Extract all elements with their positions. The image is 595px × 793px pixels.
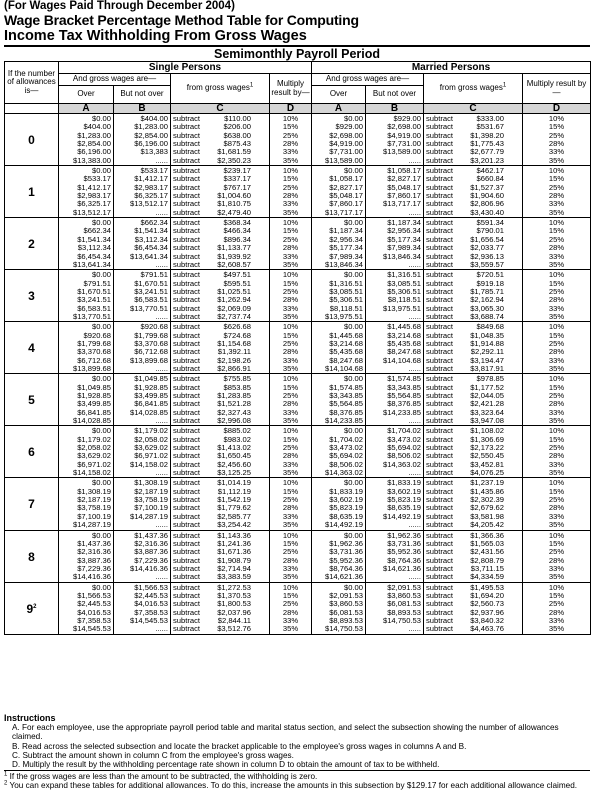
instruction-step-b: B. Read across the selected subsection and locate the bracket applicable to the employee's gross wages in columns A and B.	[12, 741, 467, 751]
single-rate-values: 10% 15% 25% 28% 33% 35%	[270, 270, 312, 322]
married-subtract-values: subtract $1,495.53 subtract $1,694.20 subtract $2,560.73 subtract $2,937.96 subtract $3,840.32 subtract $4,463.76	[424, 582, 523, 634]
col-letter-d: D	[270, 104, 312, 114]
instruction-step-a: A. For each employee, use the appropriate payroll period table and marital status section, and select the subsection showing the number of allowances claimed.	[12, 723, 559, 742]
allowance-block-row	[5, 270, 591, 322]
married-subtract-values: subtract $333.00 subtract $531.67 subtract $1,398.20 subtract $1,775.43 subtract $2,677.79 subtract $3,201.23	[424, 114, 523, 166]
single-over-values: $0.00 $1,566.53 $2,445.53 $4,016.53 $7,358.53 $14,545.53	[59, 582, 114, 634]
period-note: (For Wages Paid Through December 2004)	[4, 0, 235, 12]
married-over-header: Over	[312, 86, 366, 104]
single-not-over-values: $1,179.02 $2,058.02 $3,629.02 $6,971.02 $14,158.02 ......	[114, 426, 171, 478]
single-not-over-values: $1,566.53 $2,445.53 $4,016.53 $7,358.53 $14,545.53 ......	[114, 582, 171, 634]
col-letter-b: B	[114, 104, 171, 114]
married-rate-values: 10% 15% 25% 28% 33% 35%	[523, 582, 591, 634]
married-over-values: $0.00 $1,187.34 $2,956.34 $5,177.34 $7,989.34 $13,846.34	[312, 218, 366, 270]
married-subtract-values: subtract $591.34 subtract $790.01 subtract $1,656.54 subtract $2,033.77 subtract $2,936.13 subtract $3,559.57	[424, 218, 523, 270]
wage-bracket-table	[4, 61, 591, 635]
married-over-values: $0.00 $1,962.36 $3,731.36 $5,952.36 $8,764.36 $14,621.36	[312, 530, 366, 582]
single-gross-wages-header: And gross wages are—	[59, 74, 171, 86]
married-not-over-values: $1,445.68 $3,214.68 $5,435.68 $8,247.68 $14,104.68 ......	[366, 322, 424, 374]
allowance-number: 8	[5, 530, 59, 582]
col-letter-b: B	[366, 104, 424, 114]
allowance-number: 6	[5, 426, 59, 478]
allowance-number: $9^2$	[5, 582, 59, 634]
allowance-number: 3	[5, 270, 59, 322]
married-not-over-values: $1,187.34 $2,956.34 $5,177.34 $7,989.34 $13,846.34 ......	[366, 218, 424, 270]
married-rate-values: 10% 15% 25% 28% 33% 35%	[523, 114, 591, 166]
single-subtract-values: subtract $626.68 subtract $724.68 subtract $1,154.68 subtract $1,392.11 subtract $2,198.26 subtract $2,866.91	[171, 322, 270, 374]
single-over-values: $0.00 $1,179.02 $2,058.02 $3,629.02 $6,971.02 $14,158.02	[59, 426, 114, 478]
single-over-values: $0.00 $404.00 $1,283.00 $2,854.00 $6,196.00 $13,383.00	[59, 114, 114, 166]
married-rate-values: 10% 15% 25% 28% 33% 35%	[523, 426, 591, 478]
single-not-over-values: $533.17 $1,412.17 $2,983.17 $6,325.17 $13,512.17 ......	[114, 166, 171, 218]
married-multiply-header: Multiply result by—	[523, 74, 591, 104]
instruction-step-d: D. Multiply the result by the withholding percentage rate shown in column D to obtain the amount of tax to be withheld.	[12, 760, 440, 770]
married-subtract-values: subtract $849.68 subtract $1,048.35 subtract $1,914.88 subtract $2,292.11 subtract $3,194.47 subtract $3,817.91	[424, 322, 523, 374]
married-not-over-values: $1,058.17 $2,827.17 $5,048.17 $7,860.17 $13,717.17 ......	[366, 166, 424, 218]
single-rate-values: 10% 15% 25% 28% 33% 35%	[270, 374, 312, 426]
single-rate-values: 10% 15% 25% 28% 33% 35%	[270, 478, 312, 530]
allowance-block-row	[5, 582, 591, 634]
married-over-values: $0.00 $1,058.17 $2,827.17 $5,048.17 $7,860.17 $13,717.17	[312, 166, 366, 218]
married-subtract-values: subtract $720.51 subtract $919.18 subtract $1,785.71 subtract $2,162.94 subtract $3,065.30 subtract $3,688.74	[424, 270, 523, 322]
single-over-values: $0.00 $920.68 $1,799.68 $3,370.68 $6,712.68 $13,899.68	[59, 322, 114, 374]
allowance-number: 4	[5, 322, 59, 374]
instruction-step-c: C. Subtract the amount shown in column C from the employee's gross wages.	[12, 750, 294, 760]
single-rate-values: 10% 15% 25% 28% 33% 35%	[270, 114, 312, 166]
married-not-over-values: $1,704.02 $3,473.02 $5,694.02 $8,506.02 $14,363.02 ......	[366, 426, 424, 478]
single-not-over-values: $1,437.36 $2,316.36 $3,887.36 $7,229.36 $14,416.36 ......	[114, 530, 171, 582]
married-rate-values: 10% 15% 25% 28% 33% 35%	[523, 478, 591, 530]
title-line-1: Wage Bracket Percentage Method Table for Computing	[4, 12, 359, 28]
single-subtract-values: subtract $497.51 subtract $595.51 subtract $1,025.51 subtract $1,262.94 subtract $2,069.09 subtract $2,737.74	[171, 270, 270, 322]
allowance-block-row	[5, 374, 591, 426]
allowance-number: 1	[5, 166, 59, 218]
allowance-blocks	[5, 114, 591, 635]
single-subtract-values: subtract $755.85 subtract $853.85 subtract $1,283.85 subtract $1,521.28 subtract $2,327.43 subtract $2,996.08	[171, 374, 270, 426]
allowance-number: 7	[5, 478, 59, 530]
married-rate-values: 10% 15% 25% 28% 33% 35%	[523, 166, 591, 218]
single-rate-values: 10% 15% 25% 28% 33% 35%	[270, 166, 312, 218]
document-page	[4, 0, 591, 793]
col-letter-a: A	[59, 104, 114, 114]
allowance-block-row	[5, 322, 591, 374]
married-gross-wages-header: And gross wages are—	[312, 74, 424, 86]
allowance-block-row	[5, 426, 591, 478]
married-subtract-values: subtract $978.85 subtract $1,177.52 subtract $2,044.05 subtract $2,421.28 subtract $3,323.64 subtract $3,947.08	[424, 374, 523, 426]
married-persons-header: Married Persons	[312, 62, 591, 74]
col-letter-c: C	[424, 104, 523, 114]
married-not-over-values: $1,962.36 $3,731.36 $5,952.36 $8,764.36 $14,621.36 ......	[366, 530, 424, 582]
single-from-gross-header: from gross wages$^1$	[171, 74, 270, 104]
title-line-2: Income Tax Withholding From Gross Wages	[4, 28, 307, 44]
married-not-over-values: $1,574.85 $3,343.85 $5,564.85 $8,376.85 $14,233.85 ......	[366, 374, 424, 426]
single-not-over-values: $1,049.85 $1,928.85 $3,499.85 $6,841.85 $14,028.85 ......	[114, 374, 171, 426]
single-not-over-values: $404.00 $1,283.00 $2,854.00 $6,196.00 $13,383 ......	[114, 114, 171, 166]
single-over-values: $0.00 $533.17 $1,412.17 $2,983.17 $6,325.17 $13,512.17	[59, 166, 114, 218]
single-over-values: $0.00 $1,437.36 $2,316.36 $3,887.36 $7,229.36 $14,416.36	[59, 530, 114, 582]
married-over-values: $0.00 $1,704.02 $3,473.02 $5,694.02 $8,506.02 $14,363.02	[312, 426, 366, 478]
single-subtract-values: subtract $885.02 subtract $983.02 subtract $1,413.02 subtract $1,650.45 subtract $2,456.60 subtract $3,125.25	[171, 426, 270, 478]
single-over-values: $0.00 $662.34 $1,541.34 $3,112.34 $6,454.34 $13,641.34	[59, 218, 114, 270]
single-rate-values: 10% 15% 25% 28% 33% 35%	[270, 582, 312, 634]
footnote-1: $^1$ If the gross wages are less than the amount to be subtracted, the withholding is zero.	[4, 771, 318, 782]
single-rate-values: 10% 15% 25% 28% 33% 35%	[270, 322, 312, 374]
single-rate-values: 10% 15% 25% 28% 33% 35%	[270, 530, 312, 582]
married-not-over-values: $1,833.19 $3,602.19 $5,823.19 $8,635.19 $14,492.19 ......	[366, 478, 424, 530]
payroll-period-title: Semimonthly Payroll Period	[4, 45, 590, 61]
single-not-over-values: $920.68 $1,799.68 $3,370.68 $6,712.68 $13,899.68 ......	[114, 322, 171, 374]
allowances-header: If the number of allowances is—	[5, 62, 59, 104]
married-rate-values: 10% 15% 25% 28% 33% 35%	[523, 218, 591, 270]
allowance-block-row	[5, 478, 591, 530]
single-not-over-values: $1,308.19 $2,187.19 $3,758.19 $7,100.19 $14,287.19 ......	[114, 478, 171, 530]
instructions	[4, 714, 590, 791]
single-subtract-values: subtract $1,272.53 subtract $1,370.53 subtract $1,800.53 subtract $2,037.96 subtract $2,844.11 subtract $3,512.76	[171, 582, 270, 634]
married-subtract-values: subtract $1,108.02 subtract $1,306.69 subtract $2,173.22 subtract $2,550.45 subtract $3,452.81 subtract $4,076.25	[424, 426, 523, 478]
allowance-number: 0	[5, 114, 59, 166]
single-subtract-values: subtract $1,143.36 subtract $1,241.36 subtract $1,671.36 subtract $1,908.79 subtract $2,714.94 subtract $3,383.59	[171, 530, 270, 582]
allowance-block-row	[5, 530, 591, 582]
blank-letter-cell	[5, 104, 59, 114]
single-over-values: $0.00 $1,308.19 $2,187.19 $3,758.19 $7,100.19 $14,287.19	[59, 478, 114, 530]
single-over-values: $0.00 $791.51 $1,670.51 $3,241.51 $6,583.51 $13,770.51	[59, 270, 114, 322]
married-rate-values: 10% 15% 25% 28% 33% 35%	[523, 270, 591, 322]
allowance-number: 5	[5, 374, 59, 426]
single-rate-values: 10% 15% 25% 28% 33% 35%	[270, 218, 312, 270]
single-over-header: Over	[59, 86, 114, 104]
col-letter-a: A	[312, 104, 366, 114]
married-over-values: $0.00 $1,445.68 $3,214.68 $5,435.68 $8,247.68 $14,104.68	[312, 322, 366, 374]
single-subtract-values: subtract $239.17 subtract $337.17 subtract $767.17 subtract $1,004.60 subtract $1,810.75 subtract $2,479.40	[171, 166, 270, 218]
instructions-title: Instructions	[4, 713, 56, 723]
single-not-over-values: $791.51 $1,670.51 $3,241.51 $6,583.51 $13,770.51 ......	[114, 270, 171, 322]
single-multiply-header: Multiply result by—	[270, 74, 312, 104]
footnote-2: $^2$ You can expand these tables for additional allowances. To do this, increase the amounts in this subsection by $129.17 for each additional allowance claimed.	[4, 780, 578, 791]
married-subtract-values: subtract $1,366.36 subtract $1,565.03 subtract $2,431.56 subtract $2,808.79 subtract $3,711.15 subtract $4,334.59	[424, 530, 523, 582]
married-subtract-values: subtract $1,237.19 subtract $1,435.86 subtract $2,302.39 subtract $2,679.62 subtract $3,581.98 subtract $4,205.42	[424, 478, 523, 530]
married-not-over-values: $1,316.51 $3,085.51 $5,306.51 $8,118.51 $13,975.51 ......	[366, 270, 424, 322]
single-subtract-values: subtract $1,014.19 subtract $1,112.19 subtract $1,542.19 subtract $1,779.62 subtract $2,585.77 subtract $3,254.42	[171, 478, 270, 530]
allowance-block-row	[5, 114, 591, 166]
married-from-gross-header: from gross wages$^1$	[424, 74, 523, 104]
single-not-over-values: $662.34 $1,541.34 $3,112.34 $6,454.34 $13,641.34 ......	[114, 218, 171, 270]
married-not-over-values: $929.00 $2,698.00 $4,919.00 $7,731.00 $13,589.00 ......	[366, 114, 424, 166]
single-rate-values: 10% 15% 25% 28% 33% 35%	[270, 426, 312, 478]
married-over-values: $0.00 $2,091.53 $3,860.53 $6,081.53 $8,893.53 $14,750.53	[312, 582, 366, 634]
single-subtract-values: subtract $110.00 subtract $206.00 subtract $638.00 subtract $875.43 subtract $1,681.59 subtract $2,350.23	[171, 114, 270, 166]
col-letter-c: C	[171, 104, 270, 114]
footnotes	[4, 770, 590, 790]
married-rate-values: 10% 15% 25% 28% 33% 35%	[523, 374, 591, 426]
married-not-over-header: But not over	[366, 86, 424, 104]
single-persons-header: Single Persons	[59, 62, 312, 74]
allowance-number: 2	[5, 218, 59, 270]
single-not-over-header: But not over	[114, 86, 171, 104]
married-rate-values: 10% 15% 25% 28% 33% 35%	[523, 530, 591, 582]
married-subtract-values: subtract $462.17 subtract $660.84 subtract $1,527.37 subtract $1,904.60 subtract $2,806.96 subtract $3,430.40	[424, 166, 523, 218]
married-over-values: $0.00 $1,833.19 $3,602.19 $5,823.19 $8,635.19 $14,492.19	[312, 478, 366, 530]
single-subtract-values: subtract $368.34 subtract $466.34 subtract $896.34 subtract $1,133.77 subtract $1,939.92 subtract $2,608.57	[171, 218, 270, 270]
col-letter-d: D	[523, 104, 591, 114]
married-over-values: $0.00 $1,316.51 $3,085.51 $5,306.51 $8,118.51 $13,975.51	[312, 270, 366, 322]
single-over-values: $0.00 $1,049.85 $1,928.85 $3,499.85 $6,841.85 $14,028.85	[59, 374, 114, 426]
allowance-block-row	[5, 166, 591, 218]
married-not-over-values: $2,091.53 $3,860.53 $6,081.53 $8,893.53 $14,750.53 ......	[366, 582, 424, 634]
married-rate-values: 10% 15% 25% 28% 33% 35%	[523, 322, 591, 374]
married-over-values: $0.00 $1,574.85 $3,343.85 $5,564.85 $8,376.85 $14,233.85	[312, 374, 366, 426]
allowance-block-row	[5, 218, 591, 270]
married-over-values: $0.00 $929.00 $2,698.00 $4,919.00 $7,731.00 $13,589.00	[312, 114, 366, 166]
